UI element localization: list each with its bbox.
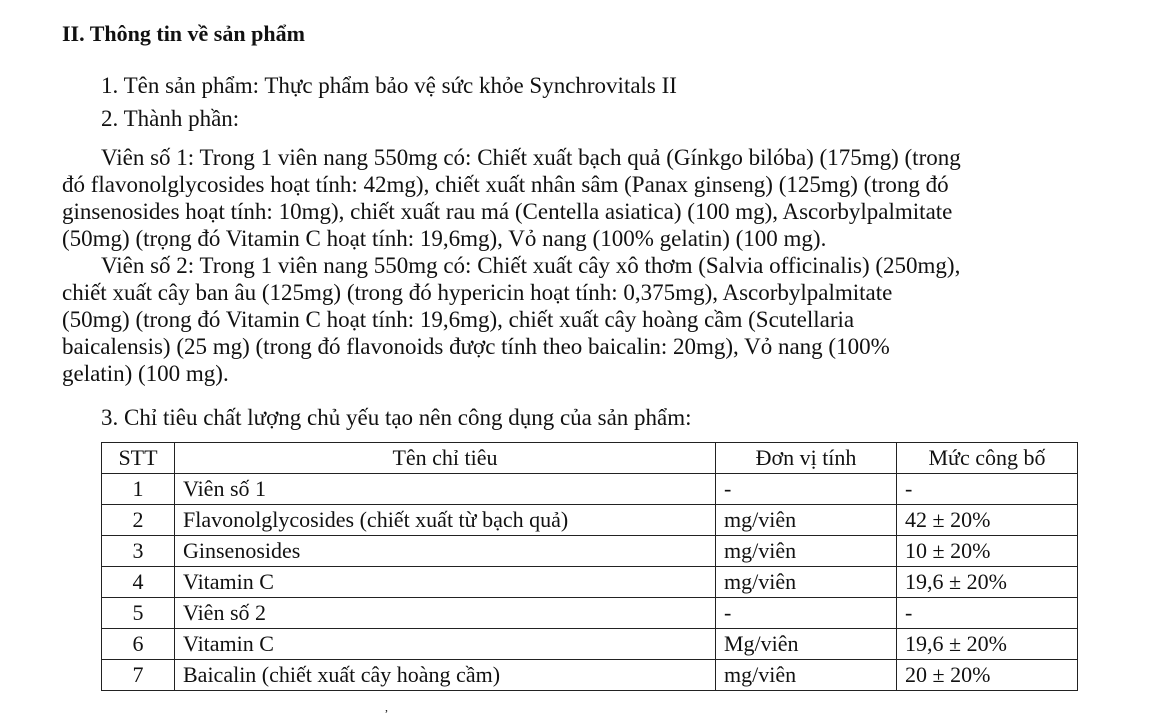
- table-header-row: [102, 443, 1078, 474]
- paragraph-line: gelatin) (100 mg).: [62, 361, 229, 386]
- table-row: [102, 536, 1078, 567]
- row-unit: mg/viên: [716, 567, 897, 598]
- row-criteria: Flavonolglycosides (chiết xuất từ bạch quả): [175, 505, 716, 536]
- row-declared: 19,6 ± 20%: [897, 629, 1078, 660]
- quality-criteria-label: 3. Chỉ tiêu chất lượng chủ yếu tạo nên công dụng của sản phẩm:: [101, 405, 692, 430]
- table-row: [102, 660, 1078, 691]
- paragraph-line: (50mg) (trọng đó Vitamin C hoạt tính: 19,6mg), Vỏ nang (100% gelatin) (100 mg).: [62, 226, 827, 251]
- row-declared: 10 ± 20%: [897, 536, 1078, 567]
- paragraph-line: đó flavonolglycosides hoạt tính: 42mg), chiết xuất nhân sâm (Panax ginseng) (125mg) (trong đó: [62, 172, 949, 197]
- row-criteria: Viên số 2: [175, 598, 716, 629]
- row-declared: 20 ± 20%: [897, 660, 1078, 691]
- product-name: 1. Tên sản phẩm: Thực phẩm bảo vệ sức khỏe Synchrovitals II: [101, 73, 677, 98]
- paragraph-line: chiết xuất cây ban âu (125mg) (trong đó hypericin hoạt tính: 0,375mg), Ascorbylpalmitate: [62, 280, 893, 305]
- row-unit: mg/viên: [716, 505, 897, 536]
- header-stt: STT: [102, 443, 175, 474]
- paragraph-line: Viên số 2: Trong 1 viên nang 550mg có: Chiết xuất cây xô thơm (Salvia officinalis) (250mg),: [101, 253, 961, 278]
- row-declared: 19,6 ± 20%: [897, 567, 1078, 598]
- row-criteria: Vitamin C: [175, 629, 716, 660]
- table-row: [102, 474, 1078, 505]
- table-row: [102, 629, 1078, 660]
- header-criteria: Tên chỉ tiêu: [175, 443, 716, 474]
- composition-label: 2. Thành phần:: [101, 106, 240, 131]
- row-stt: 1: [102, 474, 175, 505]
- row-unit: -: [716, 598, 897, 629]
- table-row: [102, 567, 1078, 598]
- paragraph-line: (50mg) (trong đó Vitamin C hoạt tính: 19,6mg), chiết xuất cây hoàng cầm (Scutellaria: [62, 307, 855, 332]
- row-stt: 3: [102, 536, 175, 567]
- table-row: [102, 505, 1078, 536]
- row-criteria: Viên số 1: [175, 474, 716, 505]
- section-heading: II. Thông tin về sản phẩm: [62, 21, 305, 46]
- header-declared: Mức công bố: [897, 443, 1078, 474]
- header-unit: Đơn vị tính: [716, 443, 897, 474]
- row-criteria: Baicalin (chiết xuất cây hoàng cầm): [175, 660, 716, 691]
- row-criteria: Ginsenosides: [175, 536, 716, 567]
- paragraph-line: Viên số 1: Trong 1 viên nang 550mg có: Chiết xuất bạch quả (Gínkgo bilóba) (175mg) (trong: [101, 145, 961, 170]
- row-declared: 42 ± 20%: [897, 505, 1078, 536]
- row-stt: 6: [102, 629, 175, 660]
- row-stt: 2: [102, 505, 175, 536]
- row-stt: 4: [102, 567, 175, 598]
- row-unit: Mg/viên: [716, 629, 897, 660]
- row-unit: mg/viên: [716, 660, 897, 691]
- row-stt: 7: [102, 660, 175, 691]
- paragraph-line: baicalensis) (25 mg) (trong đó flavonoids được tính theo baicalin: 20mg), Vỏ nang (100%: [62, 334, 890, 359]
- row-unit: -: [716, 474, 897, 505]
- row-unit: mg/viên: [716, 536, 897, 567]
- table-row: [102, 598, 1078, 629]
- quality-table: [101, 442, 1078, 691]
- row-criteria: Vitamin C: [175, 567, 716, 598]
- row-declared: -: [897, 598, 1078, 629]
- row-stt: 5: [102, 598, 175, 629]
- paragraph-line: ginsenosides hoạt tính: 10mg), chiết xuất rau má (Centella asiatica) (100 mg), Ascorbylpalmitate: [62, 199, 953, 224]
- row-declared: -: [897, 474, 1078, 505]
- stray-mark: ,: [385, 700, 388, 714]
